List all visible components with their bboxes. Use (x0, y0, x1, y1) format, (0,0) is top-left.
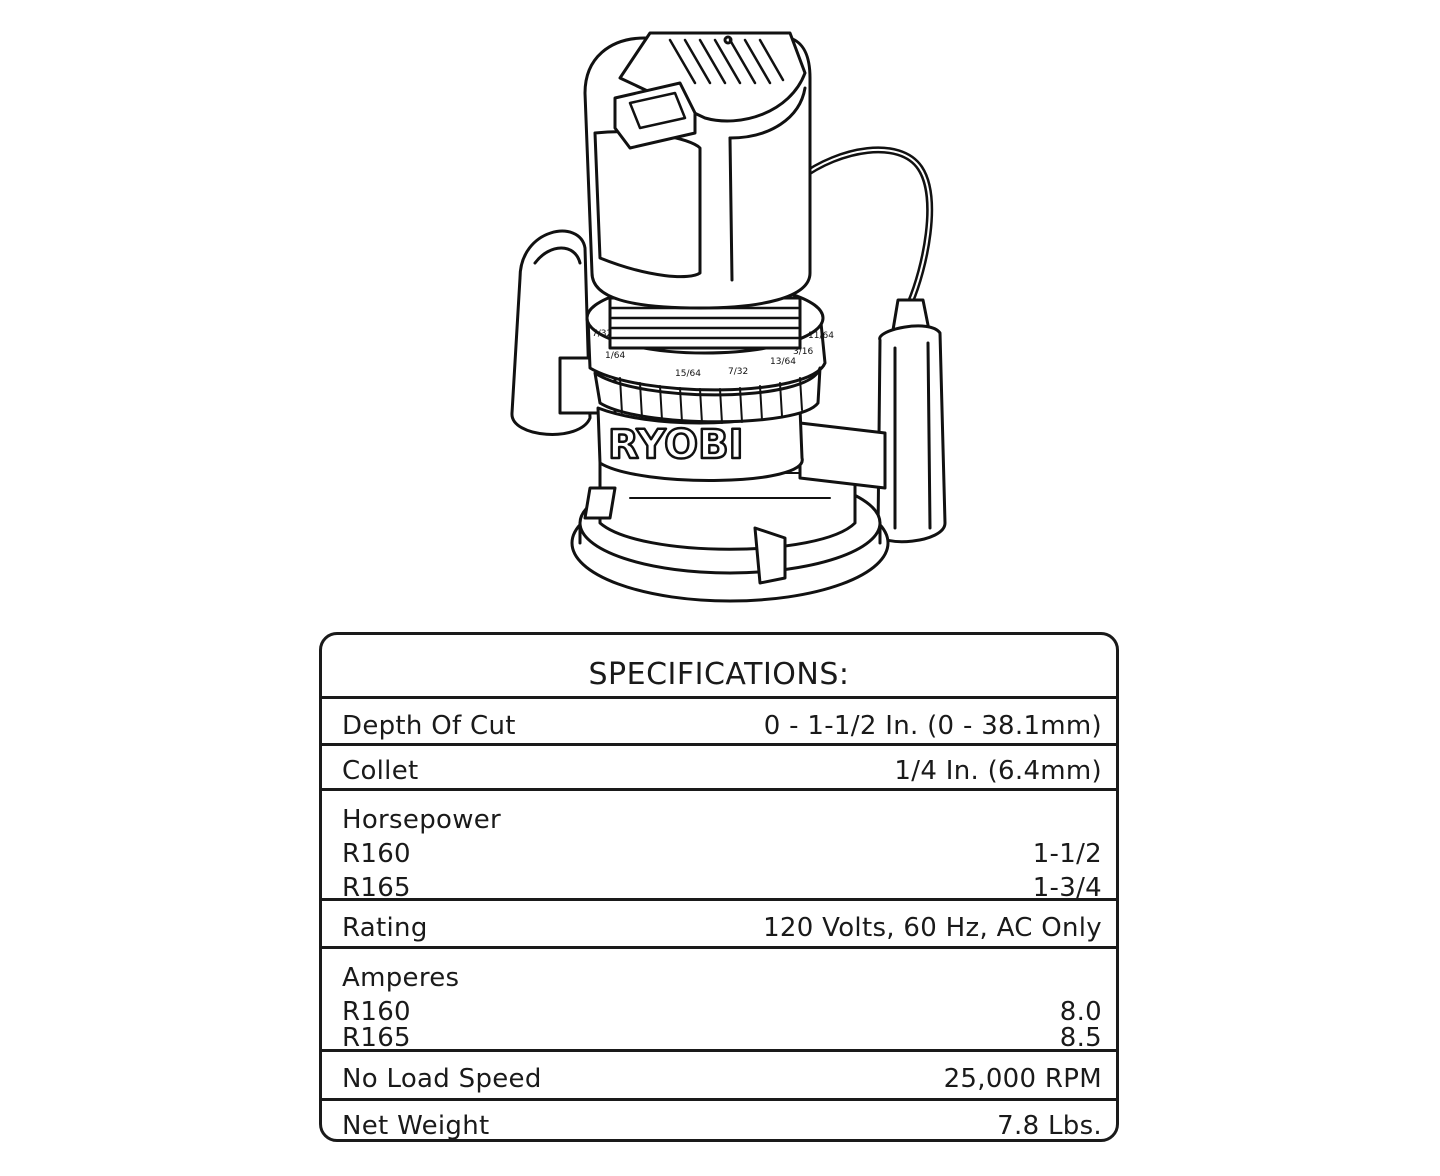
spec-row-collet (322, 746, 1116, 791)
spec-row-depth-of-cut (322, 699, 1116, 746)
spec-label: Horsepower (342, 805, 502, 835)
spec-label: Amperes (342, 963, 460, 993)
spec-value: 8.5 (1059, 1023, 1102, 1052)
spec-model: R160 (342, 997, 411, 1027)
spec-row-amperes (322, 949, 1116, 1052)
brand-logo-text: RYOBI (608, 422, 744, 468)
scale-mark: 13/64 (770, 357, 796, 367)
spec-value: 1-1/2 (1032, 839, 1102, 869)
spec-value: 1-3/4 (1032, 873, 1102, 901)
scale-mark: 7/32 (728, 367, 749, 377)
spec-row-no-load-speed (322, 1052, 1116, 1101)
base-clamp (755, 528, 785, 583)
spec-row-rating (322, 901, 1116, 949)
scale-mark: 3/16 (793, 347, 814, 357)
spec-value: 7.8 Lbs. (997, 1111, 1102, 1141)
router-illustration (500, 18, 970, 608)
scale-mark: 11/64 (808, 331, 834, 341)
spec-value: 1/4 In. (6.4mm) (894, 756, 1102, 786)
spec-value: 120 Volts, 60 Hz, AC Only (763, 913, 1102, 943)
handle-arm-right (800, 423, 885, 488)
spec-model: R165 (342, 873, 411, 901)
spec-value: 25,000 RPM (943, 1064, 1102, 1094)
power-cord (800, 150, 930, 303)
scale-mark: 7/32 (592, 329, 613, 339)
specifications-table (319, 632, 1119, 1142)
spec-model: R160 (342, 839, 411, 869)
spec-row-net-weight (322, 1101, 1116, 1142)
spec-label: Net Weight (342, 1111, 490, 1141)
spec-row-horsepower (322, 791, 1116, 901)
scale-mark: 1/64 (605, 351, 626, 361)
specifications-title: SPECIFICATIONS: (322, 635, 1116, 699)
spec-value: 8.0 (1059, 997, 1102, 1027)
spec-value: 0 - 1-1/2 In. (0 - 38.1mm) (763, 711, 1102, 741)
spec-label: Rating (342, 913, 428, 943)
spec-label: Depth Of Cut (342, 711, 516, 741)
spec-model: R165 (342, 1023, 411, 1052)
spec-label: Collet (342, 756, 419, 786)
right-handle (878, 326, 945, 542)
spec-label: No Load Speed (342, 1064, 542, 1094)
scale-mark: 15/64 (675, 369, 701, 379)
